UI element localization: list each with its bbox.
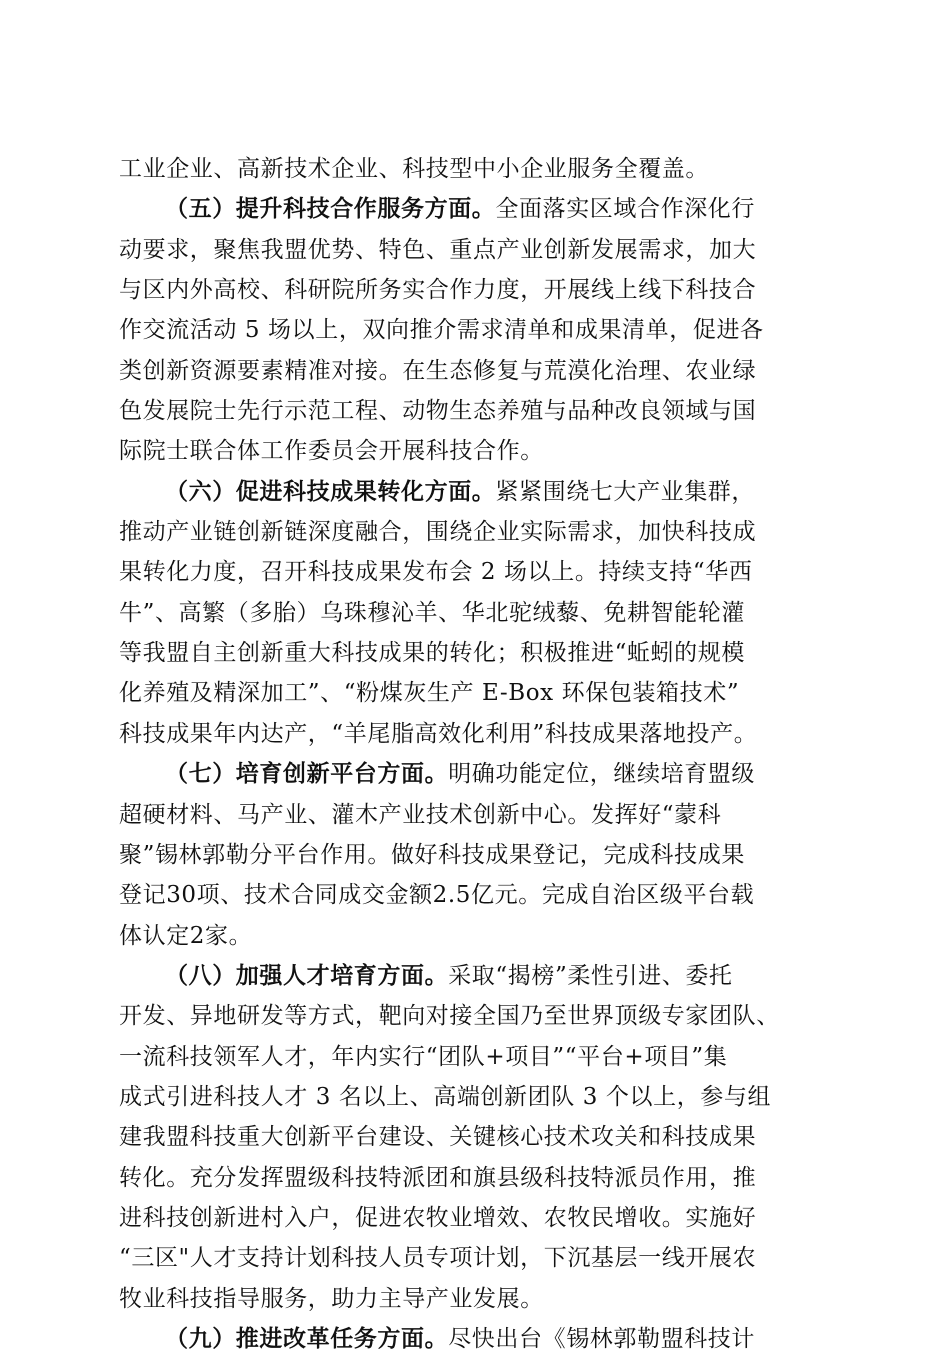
text-span: 采取“揭榜”柔性引进、委托 (448, 962, 733, 989)
paragraph-8-first-line (119, 956, 831, 996)
text-line: 化养殖及精深加工”、“粉煤灰生产 E-Box 环保包装箱技术” (119, 680, 740, 707)
document-body (119, 149, 831, 1359)
text-line: 进科技创新进村入户，促进农牧业增效、农牧民增收。实施好 (119, 1204, 757, 1231)
text-line: 成式引进科技人才 3 名以上、高端创新团队 3 个以上，参与组 (119, 1083, 772, 1110)
text-line: 动要求，聚焦我盟优势、特色、重点产业创新发展需求，加大 (119, 236, 757, 263)
text-line: 果转化力度，召开科技成果发布会 2 场以上。持续支持“华西 (119, 559, 753, 586)
paragraph-5-first-line (119, 189, 831, 229)
paragraph-9-first-line (119, 1319, 831, 1359)
text-span: 紧紧围绕七大产业集群， (495, 478, 756, 505)
text-line: 际院士联合体工作委员会开展科技合作。 (119, 438, 544, 465)
text-line: 登记30项、技术合同成交金额2.5亿元。完成自治区级平台载 (119, 882, 755, 909)
text-line: 建我盟科技重大创新平台建设、关键核心技术攻关和科技成果 (119, 1124, 757, 1151)
text-span: 明确功能定位，继续培育盟级 (448, 761, 756, 788)
text-line: 一流科技领军人才，年内实行“团队+项目”“平台+项目”集 (119, 1043, 728, 1070)
text-line: 色发展院士先行示范工程、动物生态养殖与品种改良领域与国 (119, 398, 757, 425)
paragraph-heading: （九）推进改革任务方面。 (165, 1324, 449, 1352)
text-line: 类创新资源要素精准对接。在生态修复与荒漠化治理、农业绿 (119, 357, 757, 384)
text-line: 作交流活动 5 场以上，双向推介需求清单和成果清单，促进各 (119, 317, 764, 344)
paragraph-7-first-line (119, 754, 831, 794)
text-line: 聚”锡林郭勒分平台作用。做好科技成果登记，完成科技成果 (119, 841, 745, 868)
text-line: 转化。充分发挥盟级科技特派团和旗县级科技特派员作用，推 (119, 1164, 757, 1191)
text-line: 开发、异地研发等方式，靶向对接全国乃至世界顶级专家团队、 (119, 1003, 780, 1030)
text-line: 牛”、高繁（多胎）乌珠穆沁羊、华北驼绒藜、免耕智能轮灌 (119, 599, 745, 626)
paragraph-heading: （八）加强人才培育方面。 (165, 961, 449, 989)
text-line: 体认定2家。 (119, 922, 253, 949)
text-line: 科技成果年内达产，“羊尾脂高效化利用”科技成果落地投产。 (119, 720, 758, 747)
text-line: 等我盟自主创新重大科技成果的转化；积极推进“蚯蚓的规模 (119, 640, 745, 667)
paragraph-heading: （六）促进科技成果转化方面。 (165, 477, 496, 505)
text-span: 全面落实区域合作深化行 (495, 196, 756, 223)
paragraph-heading: （五）提升科技合作服务方面。 (165, 195, 496, 223)
text-line: 超硬材料、马产业、灌木产业技术创新中心。发挥好“蒙科 (119, 801, 722, 828)
paragraph-heading: （七）培育创新平台方面。 (165, 760, 449, 788)
text-line: 推动产业链创新链深度融合，围绕企业实际需求，加快科技成 (119, 519, 757, 546)
text-line: 牧业科技指导服务，助力主导产业发展。 (119, 1285, 544, 1312)
text-line: 与区内外高校、科研院所务实合作力度，开展线上线下科技合 (119, 277, 757, 304)
text-line: 工业企业、高新技术企业、科技型中小企业服务全覆盖。 (119, 156, 709, 182)
text-line: “三区"人才支持计划科技人员专项计划，下沉基层一线开展农 (119, 1245, 757, 1272)
paragraph-6-first-line (119, 472, 831, 512)
text-span: 尽快出台《锡林郭勒盟科技计 (448, 1325, 756, 1352)
